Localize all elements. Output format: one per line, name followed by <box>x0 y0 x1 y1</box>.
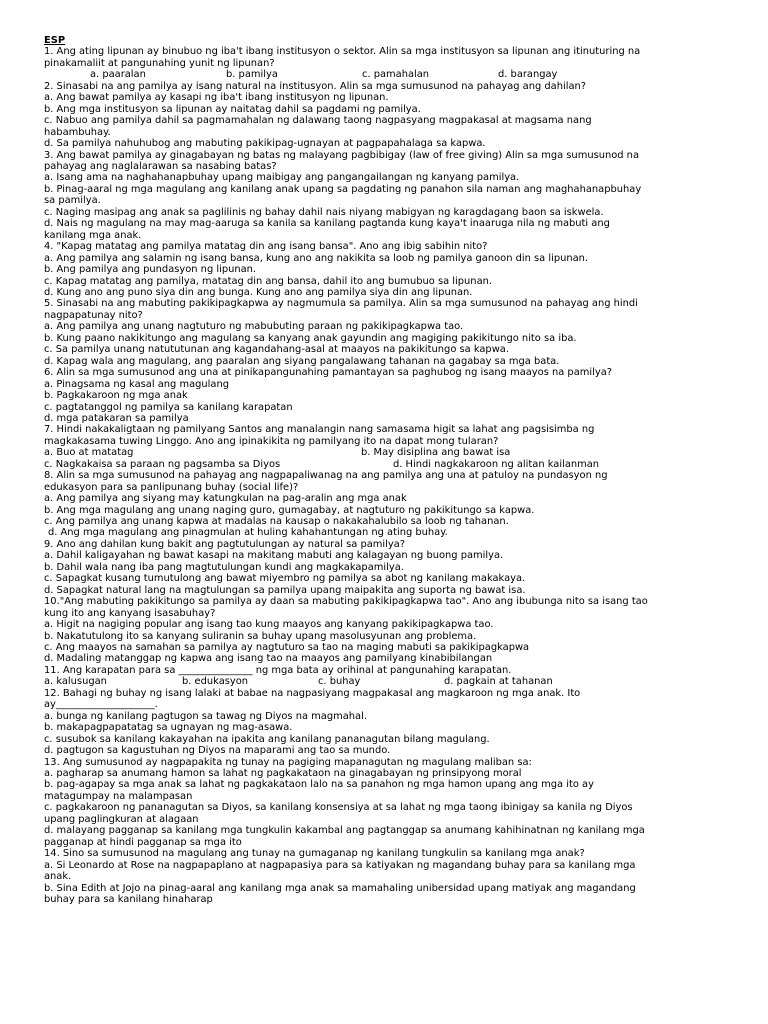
choice-b: b. Pinag-aaral ng mga magulang ang kanilang anak upang sa pagdating ng panahon sila naman ang maghahanapbuhay <box>44 183 642 195</box>
choice-c: c. Nagkakaisa sa paraan ng pagsamba sa Diyos <box>44 458 281 470</box>
choice-a: a. Ang bawat pamilya ay kasapi ng iba't ibang institusyon ng lipunan. <box>44 92 389 104</box>
choice-b: b. May disiplina ang bawat isa <box>361 447 511 459</box>
choice-b: b. Ang mga institusyon sa lipunan ay naitatag dahil sa pagdami ng pamilya. <box>44 103 421 115</box>
question-1-text: 1. Ang ating lipunan ay binubuo ng iba't ibang institusyon o sektor. Alin sa mga institusyon sa lipunan ang itinuturing na <box>44 46 641 58</box>
question-7-text-cont: magkakasama tuwing Linggo. Ano ang ipinakikita ng pamilyang ito na dapat mong tularan? <box>44 435 499 447</box>
choice-b-cont: sa pamilya. <box>44 195 101 207</box>
choice-c: c. susubok sa kanilang kakayahan na ipakita ang kanilang pananagutan bilang magulang. <box>44 733 490 745</box>
choice-a: a. Dahil kaligayahan ng bawat kasapi na makitang mabuti ang kalagayan ng buong pamilya. <box>44 550 504 562</box>
choice-b: b. pag-agapay sa mga anak sa lahat ng pagkakataon lalo na sa panahon ng mga hamon upang ang mga ito ay <box>44 779 594 791</box>
choice-a: a. paaralan <box>90 69 146 81</box>
question-4-text: 4. "Kapag matatag ang pamilya matatag din ang isang bansa". Ano ang ibig sabihin nito? <box>44 241 488 253</box>
choice-a: a. Ang pamilya ang siyang may katungkulan na pag-aralin ang mga anak <box>44 493 407 505</box>
question-11-text: 11. Ang karapatan para sa _______________ ng mga bata ay orihinal at pangunahing karapatan. <box>44 664 512 676</box>
question-14-text: 14. Sino sa sumusunod na magulang ang tunay na gumaganap ng kanilang tungkulin sa kanilang mga anak? <box>44 848 585 860</box>
choice-c: c. Ang maayos na samahan sa pamilya ay nagtuturo sa tao na maging mabuti sa pakikipagkapwa <box>44 642 530 654</box>
choice-b: b. makapagpapatatag sa ugnayan ng mag-asawa. <box>44 722 293 734</box>
question-7-choices-row1 <box>44 447 744 458</box>
choice-a: a. Buo at matatag <box>44 447 134 459</box>
choice-d: d. barangay <box>498 69 558 81</box>
question-3-text: 3. Ang bawat pamilya ay ginagabayan ng batas ng malayang pagbibigay (law of free giving) Alin sa mga sumusunod na <box>44 149 639 161</box>
choice-a-cont: anak. <box>44 871 72 883</box>
question-6-text: 6. Alin sa mga sumusunod ang una at pinikapangunahing pamantayan sa paghubog ng isang maayos na pamilya? <box>44 367 612 379</box>
choice-b: b. Sina Edith at Jojo na pinag-aaral ang kanilang mga anak sa mamahaling unibersidad upang matiyak ang magandang <box>44 882 636 894</box>
choice-d: d. Ang mga magulang ang pinagmulan at huling kahahantungan ng ating buhay. <box>48 527 448 539</box>
choice-d: d. malayang pagganap sa kanilang mga tungkulin kakambal ang pagtanggap sa anumang kahihinatnan ng kanilang mga <box>44 825 645 837</box>
choice-c: c. Sapagkat kusang tumutulong ang bawat miyembro ng pamilya sa abot ng kanilang makakaya. <box>44 573 526 585</box>
choice-a: a. bunga ng kanilang pagtugon sa tawag ng Diyos na magmahal. <box>44 710 367 722</box>
question-5-text: 5. Sinasabi na ang mabuting pakikipagkapwa ay nagmumula sa pamilya. Alin sa mga sumusunod na pahayag ang hindi <box>44 298 638 310</box>
choice-d-cont: kanilang mga anak. <box>44 229 142 241</box>
choice-c: c. Ang pamilya ang unang kapwa at madalas na kausap o nakakahalubilo sa loob ng tahanan. <box>44 516 509 528</box>
choice-a: a. Pinagsama ng kasal ang magulang <box>44 378 229 390</box>
choice-a: a. kalusugan <box>44 676 107 688</box>
choice-d: d. mga patakaran sa pamilya <box>44 412 189 424</box>
choice-c: c. buhay <box>318 676 361 688</box>
choice-d: d. Kung ano ang puno siya din ang bunga. Kung ano ang pamilya siya din ang lipunan. <box>44 286 473 298</box>
choice-b: b. Ang pamilya ang pundasyon ng lipunan. <box>44 264 257 276</box>
choice-c-cont: upang paglingkuran at alagaan <box>44 813 199 825</box>
choice-b: b. pamilya <box>226 69 278 81</box>
choice-a: a. Si Leonardo at Rose na nagpapaplano at nagpapasiya para sa katiyakan ng magandang buhay para sa kanilang mga <box>44 859 636 871</box>
choice-b: b. Ang mga magulang ang unang naging guro, gumagabay, at nagtuturo ng pakikitungo sa kapwa. <box>44 504 535 516</box>
question-10-text: 10."Ang mabuting pakikitungo sa pamilya ay daan sa mabuting pakikipagkapwa tao". Ano ang ibubunga nito sa isang tao <box>44 596 648 608</box>
choice-d: d. Sapagkat natural lang na magtulungan sa pamilya upang maipakita ang suporta ng bawat isa. <box>44 584 526 596</box>
choice-d: d. pagtugon sa kagustuhan ng Diyos na maparami ang tao sa mundo. <box>44 745 391 757</box>
question-1-choices <box>44 69 744 80</box>
question-9-text: 9. Ano ang dahilan kung bakit ang pagtutulungan ay natural sa pamilya? <box>44 538 406 550</box>
choice-c-cont: habambuhay. <box>44 126 111 138</box>
question-11-choices <box>44 676 744 687</box>
question-10-text-cont: kung ito ang kanyang isasabuhay? <box>44 607 216 619</box>
choice-d: d. Sa pamilya nahuhubog ang mabuting pakikipag-ugnayan at pagpapahalaga sa kapwa. <box>44 138 486 150</box>
choice-b: b. Nakatutulong ito sa kanyang suliranin sa buhay upang masolusyunan ang problema. <box>44 630 477 642</box>
choice-d: d. Hindi nagkakaroon ng alitan kailanman <box>393 458 600 470</box>
question-8-text-cont: edukasyon para sa panlipunang buhay (social life)? <box>44 481 299 493</box>
choice-a: a. Isang ama na naghahanapbuhay upang maibigay ang pangangailangan ng kanyang pamilya. <box>44 172 520 184</box>
choice-c: c. Kapag matatag ang pamilya, matatag din ang bansa, dahil ito ang bumubuo sa lipunan. <box>44 275 493 287</box>
document-page <box>44 35 744 905</box>
choice-a: a. pagharap sa anumang hamon sa lahat ng pagkakataon na ginagabayan ng prinsipyong moral <box>44 768 522 779</box>
question-7-text: 7. Hindi nakakaligtaan ng pamilyang Santos ang manalangin nang samasama higit sa lahat ang pagsisimba ng <box>44 424 595 436</box>
choice-b: b. Kung paano nakikitungo ang magulang sa kanyang anak gayundin ang magiging pakikitungo nito sa iba. <box>44 332 577 344</box>
page-title: ESP <box>44 35 66 46</box>
choice-c: c. pagkakaroon ng pananagutan sa Diyos, sa kanilang konsensiya at sa lahat ng mga taong ibinigay sa kanila ng Diyos <box>44 802 633 814</box>
question-2-text: 2. Sinasabi na ang pamilya ay isang natural na institusyon. Alin sa mga sumusunod na pahayag ang dahilan? <box>44 80 587 92</box>
choice-d: d. pagkain at tahanan <box>444 676 553 688</box>
choice-c: c. Naging masipag ang anak sa paglilinis ng bahay dahil nais niyang mabigyan ng karagdagang baon sa iskwela. <box>44 206 604 218</box>
choice-b: b. edukasyon <box>182 676 249 688</box>
choice-b-cont: buhay para sa kanilang hinaharap <box>44 893 213 905</box>
choice-c: c. Nabuo ang pamilya dahil sa pagmamahalan ng dalawang taong nagpasyang magpakasal at magsama nang <box>44 115 592 127</box>
choice-c: c. pagtatanggol ng pamilya sa kanilang karapatan <box>44 401 293 413</box>
question-1-text-cont: pinakamaliit at pangunahing yunit ng lipunan? <box>44 57 275 69</box>
choice-d: d. Madaling matanggap ng kapwa ang isang tao na maayos ang pamilyang kinabibilangan <box>44 653 493 665</box>
choice-a: a. Ang pamilya ang salamin ng isang bansa, kung ano ang nakikita sa loob ng pamilya ganoon din sa lipunan. <box>44 252 589 264</box>
question-3-text-cont: pahayag ang naglalarawan sa nasabing batas? <box>44 160 277 172</box>
choice-c: c. pamahalan <box>362 69 430 81</box>
choice-d-cont: pagganap at hindi pagganap sa mga ito <box>44 836 242 848</box>
question-7-choices-row2 <box>44 459 744 470</box>
choice-b-cont: matagumpay na malampasan <box>44 790 193 802</box>
choice-b: b. Pagkakaroon ng mga anak <box>44 390 188 402</box>
question-8-text: 8. Alin sa mga sumusunod na pahayag ang nagpapaliwanag na ang pamilya ang una at patuloy na pundasyon ng <box>44 470 608 482</box>
question-13-text: 13. Ang sumusunod ay nagpapakita ng tunay na pagiging mapanagutan ng magulang maliban sa: <box>44 756 532 768</box>
question-12-text: 12. Bahagi ng buhay ng isang lalaki at babae na nagpasiyang magpakasal ang magkaroon ng mga anak. Ito <box>44 687 581 699</box>
question-5-text-cont: nagpapatunay nito? <box>44 309 143 321</box>
choice-a: a. Ang pamilya ang unang nagtuturo ng mabubuting paraan ng pakikipagkapwa tao. <box>44 321 464 333</box>
choice-b: b. Dahil wala nang iba pang magtutulungan kundi ang magkakapamilya. <box>44 561 404 573</box>
choice-d: d. Nais ng magulang na may mag-aaruga sa kanila sa kanilang pagtanda kung kaya't inaaruga nila ng mabuti ang <box>44 218 610 230</box>
choice-d: d. Kapag wala ang magulang, ang paaralan ang siyang pangalawang tahanan na gagabay sa mga bata. <box>44 355 560 367</box>
choice-c: c. Sa pamilya unang natututunan ang kagandahang-asal at maayos na pakikitungo sa kapwa. <box>44 344 509 356</box>
choice-a: a. Higit na nagiging popular ang isang tao kung maayos ang kanyang pakikipagkapwa tao. <box>44 619 494 631</box>
question-12-text-cont: ay____________________. <box>44 699 158 711</box>
